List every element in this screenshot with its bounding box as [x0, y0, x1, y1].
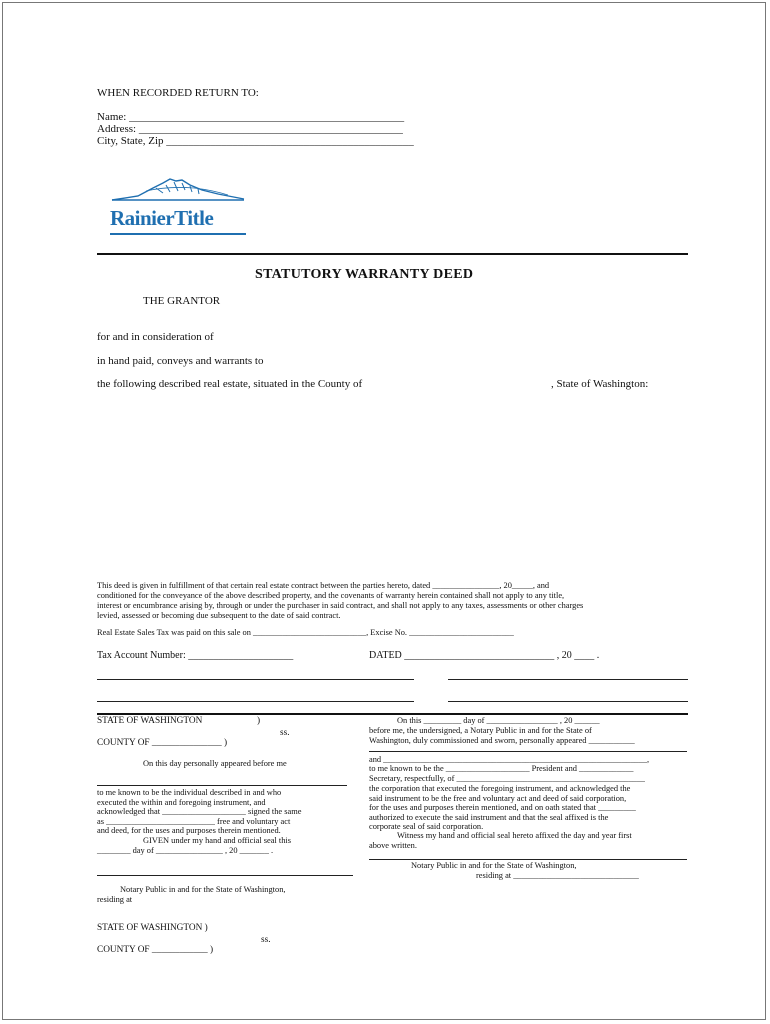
left-given: GIVEN under my hand and official seal this — [143, 836, 291, 845]
left-notary: Notary Public in and for the State of Washington, — [120, 885, 286, 894]
fulfillment-line-4: levied, assessed or becoming due subsequent to the date of said contract. — [97, 611, 341, 620]
bottom-county[interactable]: COUNTY OF ____________ ) — [97, 945, 214, 955]
right-line-5[interactable]: to me known to be the ____________________ President and _____________ — [369, 764, 634, 773]
name-field[interactable]: Name: __________________________________________________ — [97, 111, 405, 123]
right-residing[interactable]: residing at ______________________________ — [476, 871, 639, 880]
left-ss: ss. — [280, 728, 290, 738]
right-line-1[interactable]: On this _________ day of _________________ , 20 ______ — [397, 716, 600, 725]
header-divider — [97, 253, 688, 255]
bottom-state: STATE OF WASHINGTON ) — [97, 923, 208, 933]
left-residing: residing at — [97, 895, 133, 904]
left-body-4: as __________________________ free and voluntary act — [97, 817, 291, 826]
fulfillment-line-2: conditioned for the conveyance of the above described property, and the covenants of warranty herein contained shall not apply to any title, — [97, 591, 565, 600]
left-paren: ) — [257, 716, 261, 726]
right-line-8: said instrument to be the free and voluntary act and deed of said corporation, — [369, 794, 627, 803]
city-state-zip-field[interactable]: City, State, Zip _____________________________________________ — [97, 135, 414, 147]
right-line-6[interactable]: Secretary, respectfully, of _____________________________________________ — [369, 774, 645, 783]
state-label: , State of Washington: — [551, 378, 649, 390]
right-line-7: the corporation that executed the foregoing instrument, and acknowledged the — [369, 784, 631, 793]
right-name-line[interactable] — [369, 751, 687, 752]
right-line-13: above written. — [369, 841, 417, 850]
logo-underline — [110, 233, 246, 235]
left-body-2: executed the within and foregoing instrument, and — [97, 798, 266, 807]
fulfillment-line-3: interest or encumbrance arising by, through or under the purchaser in said contract, and shall not apply to any taxes, assessments or other charges — [97, 601, 584, 610]
logo-text: RainierTitle — [110, 206, 214, 230]
excise-line[interactable]: Real Estate Sales Tax was paid on this sale on ___________________________, Excise No. _________________________ — [97, 628, 514, 637]
right-notary-line[interactable] — [369, 859, 687, 860]
left-name-line[interactable] — [97, 785, 347, 786]
right-notary: Notary Public in and for the State of Washington, — [411, 861, 577, 870]
page-frame — [2, 2, 766, 1020]
signature-line[interactable] — [97, 679, 414, 680]
rainier-title-logo — [108, 176, 248, 238]
left-body-1: to me known to be the individual described in and who — [97, 788, 282, 797]
right-line-11: corporate seal of said corporation. — [369, 822, 484, 831]
left-appeared: On this day personally appeared before me — [143, 759, 287, 768]
left-state: STATE OF WASHINGTON — [97, 716, 203, 726]
hand-paid-label: in hand paid, conveys and warrants to — [97, 355, 264, 367]
left-body-3: acknowledged that ____________________ signed the same — [97, 807, 302, 816]
dated-field[interactable]: DATED ______________________________ , 20 ____ . — [369, 650, 600, 661]
signature-line[interactable] — [97, 701, 414, 702]
bottom-ss: ss. — [261, 935, 271, 945]
left-body-5: and deed, for the uses and purposes therein mentioned. — [97, 826, 281, 835]
signature-line[interactable] — [448, 679, 688, 680]
tax-account-field[interactable]: Tax Account Number: _____________________ — [97, 650, 294, 661]
ack-divider — [97, 713, 688, 715]
deed-title: STATUTORY WARRANTY DEED — [255, 267, 474, 282]
return-heading: WHEN RECORDED RETURN TO: — [97, 87, 259, 99]
signature-line[interactable] — [448, 701, 688, 702]
described-label: the following described real estate, situated in the County of — [97, 378, 363, 390]
consideration-label: for and in consideration of — [97, 331, 214, 343]
address-field[interactable]: Address: ________________________________________________ — [97, 123, 403, 135]
left-county[interactable]: COUNTY OF _______________ ) — [97, 738, 228, 748]
grantor-label: THE GRANTOR — [143, 295, 221, 307]
right-line-10: authorized to execute the said instrument and that the seal affixed is the — [369, 813, 609, 822]
right-line-12: Witness my hand and official seal hereto affixed the day and year first — [397, 831, 632, 840]
left-day[interactable]: ________ day of ________________ , 20 _______ . — [97, 846, 274, 855]
right-line-4[interactable]: and _______________________________________________________________, — [369, 755, 650, 764]
right-line-3[interactable]: Washington, duly commissioned and sworn, personally appeared ___________ — [369, 736, 635, 745]
fulfillment-line-1: This deed is given in fulfillment of that certain real estate contract between the parties hereto, dated ________________, 20_____, and — [97, 581, 550, 590]
left-notary-line[interactable] — [97, 875, 353, 876]
right-line-2: before me, the undersigned, a Notary Public in and for the State of — [369, 726, 592, 735]
right-line-9[interactable]: for the uses and purposes therein mentioned, and on oath stated that _________ — [369, 803, 636, 812]
